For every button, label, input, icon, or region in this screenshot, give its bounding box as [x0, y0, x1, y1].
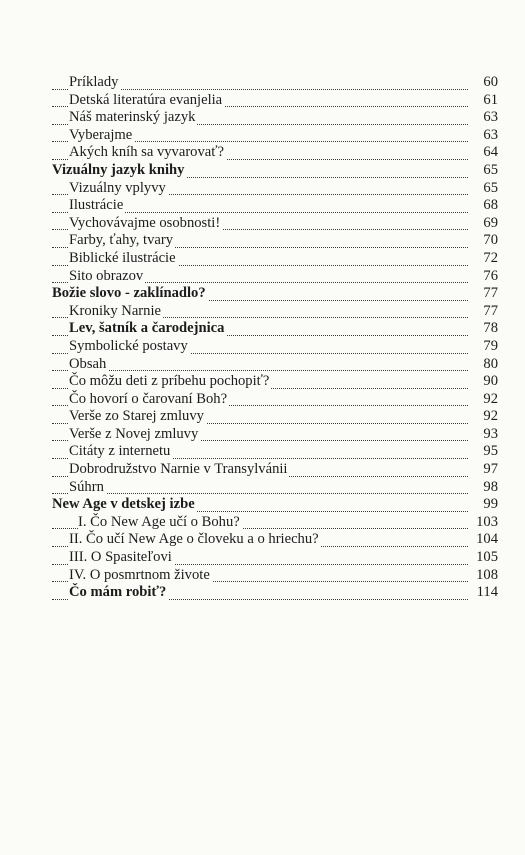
- toc-entry-title: Čo mám robiť?: [69, 584, 167, 601]
- toc-entry-title: III. O Spasiteľovi: [69, 549, 172, 566]
- toc-entry-page-number: 90: [470, 373, 498, 391]
- toc-entry-page-number: 69: [470, 215, 498, 233]
- toc-entry-page-number: 104: [470, 531, 498, 549]
- table-of-contents: [52, 74, 498, 605]
- toc-entry-page-number: 105: [470, 549, 498, 567]
- toc-entry-title: Lev, šatník a čarodejnica: [69, 320, 225, 337]
- toc-entry-title: Kroniky Narnie: [69, 302, 161, 319]
- toc-entry-page-number: 61: [470, 92, 498, 110]
- dot-leader: [52, 493, 468, 494]
- toc-entry-page-number: 77: [470, 285, 498, 303]
- toc-entry-title: Biblické ilustrácie: [69, 249, 176, 266]
- toc-entry-title: Vizuálny vplyvy: [69, 179, 166, 196]
- toc-entry-page-number: 98: [470, 479, 498, 497]
- dot-leader: [52, 370, 468, 371]
- toc-entry-title: Verše zo Starej zmluvy: [69, 408, 204, 425]
- toc-entry-page-number: 63: [470, 109, 498, 127]
- toc-entry-title: I. Čo New Age učí o Bohu?: [78, 513, 240, 530]
- toc-entry-title: Farby, ťahy, tvary: [69, 232, 174, 249]
- toc-entry: [52, 337, 498, 359]
- toc-entry-title: Vychovávajme osobnosti!: [69, 214, 221, 231]
- toc-entry-page-number: 95: [470, 443, 498, 461]
- toc-entry-page-number: 68: [470, 197, 498, 215]
- toc-entry-title: Súhrn: [69, 478, 104, 495]
- toc-entry-page-number: 64: [470, 144, 498, 162]
- toc-entry-title: Akých kníh sa vyvarovať?: [69, 144, 224, 161]
- toc-entry-title: Verše z Novej zmluvy: [69, 425, 199, 442]
- toc-entry-title: Vyberajme: [69, 126, 133, 143]
- toc-entry-page-number: 77: [470, 303, 498, 321]
- toc-entry-title: New Age v detskej izbe: [52, 496, 195, 513]
- toc-entry-title: Ilustrácie: [69, 197, 124, 214]
- toc-entry-title: II. Čo učí New Age o človeku a o hriechu?: [69, 531, 319, 548]
- toc-entry-title: IV. O posmrtnom živote: [69, 566, 210, 583]
- toc-entry-page-number: 108: [470, 567, 498, 585]
- toc-entry-page-number: 65: [470, 162, 498, 180]
- toc-entry-title: Božie slovo - zaklínadlo?: [52, 285, 206, 302]
- toc-entry-title: Sito obrazov: [69, 267, 144, 284]
- toc-entry-title: Príklady: [69, 74, 119, 90]
- toc-entry-page-number: 97: [470, 461, 498, 479]
- toc-entry-page-number: 76: [470, 268, 498, 286]
- toc-entry-page-number: 60: [470, 74, 498, 92]
- toc-entry-page-number: 70: [470, 232, 498, 250]
- toc-entry: [52, 584, 498, 605]
- toc-entry-title: Čo hovorí o čarovaní Boh?: [69, 390, 228, 407]
- toc-entry-page-number: 103: [470, 514, 498, 532]
- toc-entry-title: Citáty z internetu: [69, 443, 171, 460]
- toc-entry-title: Náš materinský jazyk: [69, 109, 196, 126]
- toc-entry-page-number: 72: [470, 250, 498, 268]
- toc-entry-page-number: 114: [470, 584, 498, 602]
- toc-entry-page-number: 92: [470, 408, 498, 426]
- toc-entry-page-number: 65: [470, 180, 498, 198]
- toc-entry-page-number: 99: [470, 496, 498, 514]
- toc-entry-title: Obsah: [69, 355, 107, 372]
- toc-entry-page-number: 80: [470, 356, 498, 374]
- toc-entry-page-number: 93: [470, 426, 498, 444]
- toc-entry: [52, 461, 498, 482]
- toc-entry-page-number: 63: [470, 127, 498, 145]
- toc-entry-title: Symbolické postavy: [69, 337, 188, 354]
- toc-entry-title: Detská literatúra evanjelia: [69, 91, 223, 108]
- toc-entry-page-number: 92: [470, 391, 498, 409]
- toc-entry-title: Čo môžu deti z príbehu pochopiť?: [69, 373, 270, 390]
- toc-entry-page-number: 79: [470, 338, 498, 356]
- toc-entry-page-number: 78: [470, 320, 498, 338]
- toc-entry-title: Vizuálny jazyk knihy: [52, 161, 185, 178]
- toc-entry-title: Dobrodružstvo Narnie v Transylvánii: [69, 461, 288, 478]
